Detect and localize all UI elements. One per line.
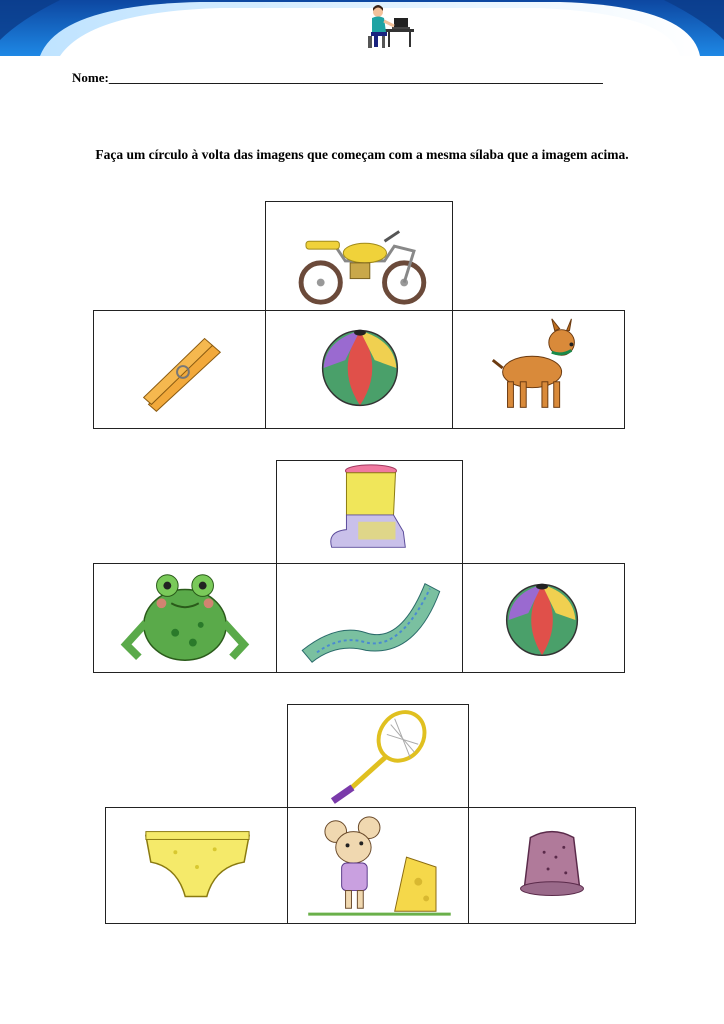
dog-picture [453, 311, 624, 428]
person-at-laptop-icon [362, 2, 422, 52]
student-name-field[interactable]: Nome:____________________________________________________________________________ [72, 70, 603, 85]
worksheet-instruction: Faça um círculo à volta das imagens que começam com a mesma sílaba que a imagem acima. [95, 147, 629, 162]
beach-ball-picture [463, 564, 624, 672]
exercise-1-target-cell [265, 201, 453, 311]
exercise-2-option-3-cell[interactable] [462, 563, 625, 673]
motorcycle-picture [266, 202, 452, 310]
exercise-1-option-1-cell[interactable] [93, 310, 266, 429]
exercise-1-option-2-cell[interactable] [265, 310, 453, 429]
exercise-3-option-3-cell[interactable] [468, 807, 636, 924]
exercise-3-option-1-cell[interactable] [105, 807, 288, 924]
exercise-3-option-2-cell[interactable] [287, 807, 469, 924]
mouse-with-cheese-picture [288, 808, 468, 923]
boot-picture [277, 461, 462, 563]
thimble-picture [469, 808, 635, 923]
tennis-racket-picture [288, 705, 468, 807]
scarf-picture [277, 564, 462, 672]
header-banner [0, 0, 724, 56]
clothespin-picture [94, 311, 265, 428]
beach-ball-picture [266, 311, 452, 428]
underpants-picture [106, 808, 287, 923]
exercise-1-option-3-cell[interactable] [452, 310, 625, 429]
exercise-2-option-2-cell[interactable] [276, 563, 463, 673]
exercise-3-target-cell [287, 704, 469, 808]
frog-picture [94, 564, 276, 672]
exercise-2-target-cell [276, 460, 463, 564]
exercise-2-option-1-cell[interactable] [93, 563, 277, 673]
